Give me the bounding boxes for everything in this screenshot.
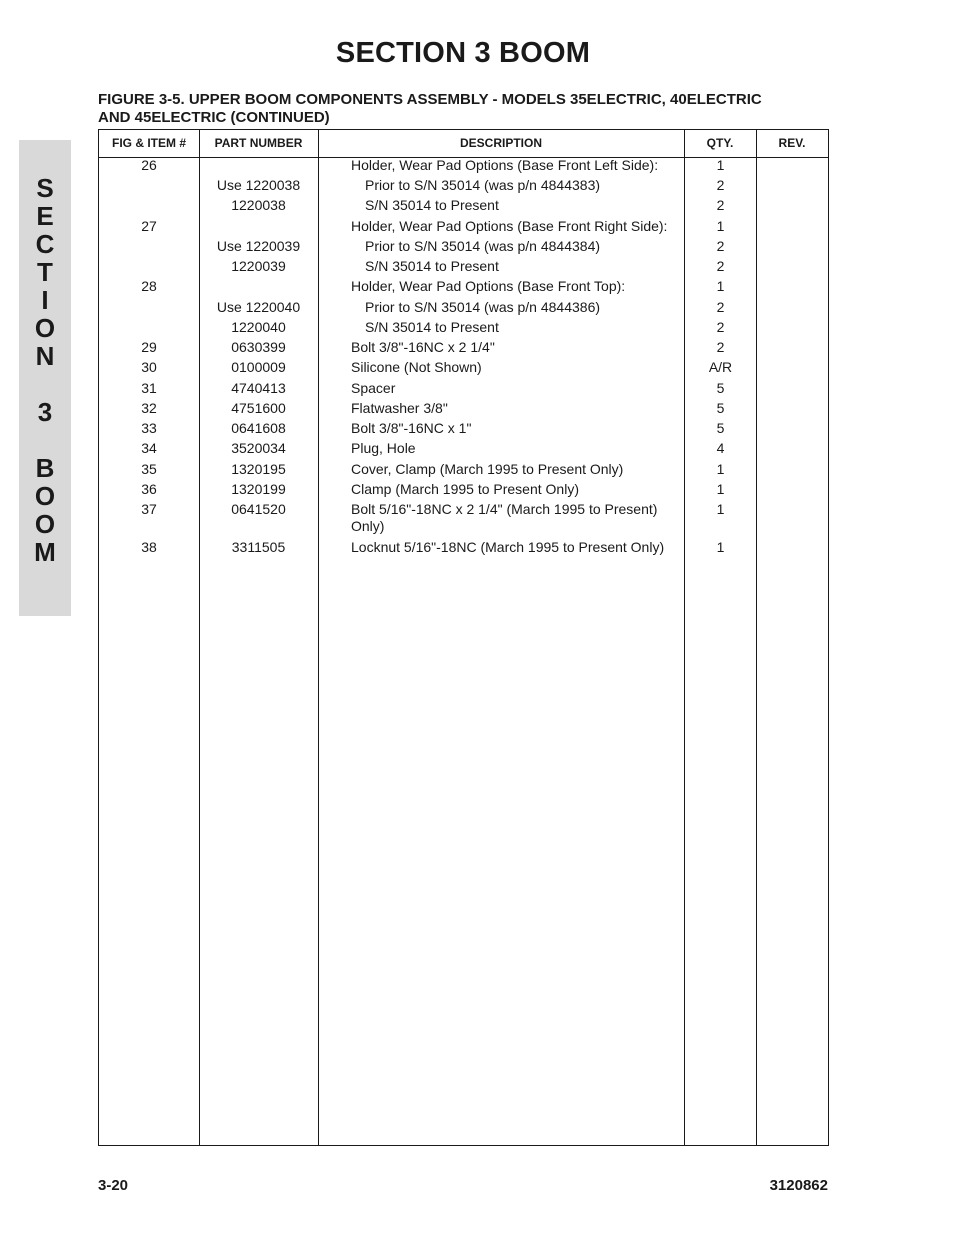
side-tab-letter: 3: [37, 397, 53, 427]
figure-title-line-1: FIGURE 3-5. UPPER BOOM COMPONENTS ASSEMBLY - MODELS 35ELECTRIC, 40ELECTRIC: [98, 91, 762, 108]
row-part-number: 1220038: [231, 197, 286, 213]
side-tab-gap: [19, 370, 71, 398]
header-qty: QTY.: [706, 136, 734, 150]
document-number: 3120862: [769, 1177, 828, 1194]
side-tab-letter: S: [36, 173, 54, 203]
side-tab-letter: N: [35, 341, 55, 371]
row-part-number: Use 1220039: [216, 238, 301, 254]
row-description: Cover, Clamp (March 1995 to Present Only): [351, 461, 624, 477]
row-description: S/N 35014 to Present: [365, 197, 499, 213]
row-item-number: 28: [141, 278, 157, 294]
row-quantity: 1: [716, 539, 725, 555]
row-item-number: 34: [141, 440, 157, 456]
row-quantity: 2: [716, 258, 725, 274]
row-quantity: 1: [716, 481, 725, 497]
side-tab-letter: O: [34, 509, 56, 539]
header-fig-item: FIG & ITEM #: [111, 136, 186, 150]
row-quantity: 1: [716, 278, 725, 294]
side-tab-letter: B: [35, 453, 55, 483]
row-description: Prior to S/N 35014 (was p/n 4844386): [365, 299, 601, 315]
side-tab-letter: T: [37, 257, 53, 287]
row-item-number: 26: [141, 157, 157, 173]
row-item-number: 36: [141, 481, 157, 497]
row-description: Bolt 3/8"-16NC x 1": [351, 420, 472, 436]
row-item-number: 32: [141, 400, 157, 416]
row-quantity: 2: [716, 339, 725, 355]
side-tab-letter: E: [36, 201, 54, 231]
header-description: DESCRIPTION: [459, 136, 542, 150]
column-divider: [318, 130, 319, 1145]
row-description: S/N 35014 to Present: [365, 258, 499, 274]
side-tab-letter: I: [41, 285, 49, 315]
row-description: Holder, Wear Pad Options (Base Front Top):: [351, 278, 626, 294]
row-quantity: 5: [716, 420, 725, 436]
row-part-number: 0100009: [231, 359, 286, 375]
row-quantity: A/R: [708, 359, 733, 375]
row-part-number: Use 1220040: [216, 299, 301, 315]
row-quantity: 1: [716, 461, 725, 477]
row-part-number: 3311505: [231, 539, 286, 555]
row-part-number: 0641608: [231, 420, 286, 436]
row-item-number: 29: [141, 339, 157, 355]
row-description: Holder, Wear Pad Options (Base Front Left Side):: [351, 157, 659, 173]
row-quantity: 4: [716, 440, 725, 456]
row-description: Silicone (Not Shown): [351, 359, 482, 375]
row-description: Spacer: [351, 380, 396, 396]
row-item-number: 30: [141, 359, 157, 375]
side-tab-letter: O: [34, 313, 56, 343]
section-title: SECTION 3 BOOM: [335, 37, 591, 69]
row-quantity: 2: [716, 197, 725, 213]
row-part-number: 0641520: [231, 501, 286, 517]
row-item-number: 38: [141, 539, 157, 555]
row-quantity: 5: [716, 380, 725, 396]
side-tab-letter: M: [34, 537, 56, 567]
row-description: Plug, Hole: [351, 440, 416, 456]
side-tab-letter: O: [34, 481, 56, 511]
row-quantity: 1: [716, 501, 725, 517]
row-description: S/N 35014 to Present: [365, 319, 499, 335]
row-quantity: 1: [716, 157, 725, 173]
side-tab-letter: C: [35, 229, 55, 259]
row-part-number: 1320199: [231, 481, 286, 497]
row-item-number: 35: [141, 461, 157, 477]
row-part-number: 1220040: [231, 319, 286, 335]
row-part-number: Use 1220038: [216, 177, 301, 193]
header-part-number: PART NUMBER: [214, 136, 303, 150]
row-quantity: 2: [716, 299, 725, 315]
side-tab-gap: [19, 426, 71, 454]
row-quantity: 5: [716, 400, 725, 416]
page-number: 3-20: [98, 1177, 129, 1194]
row-description: Locknut 5/16"-18NC (March 1995 to Present Only): [351, 539, 665, 555]
row-quantity: 1: [716, 218, 725, 234]
parts-table: [98, 129, 829, 1146]
row-description: Prior to S/N 35014 (was p/n 4844384): [365, 238, 601, 254]
row-description: Flatwasher 3/8": [351, 400, 448, 416]
row-quantity: 2: [716, 319, 725, 335]
table-header-row: [99, 130, 828, 158]
row-description: Bolt 3/8"-16NC x 2 1/4": [351, 339, 495, 355]
row-item-number: 33: [141, 420, 157, 436]
row-item-number: 37: [141, 501, 157, 517]
row-part-number: 1220039: [231, 258, 286, 274]
side-tab-letters: [19, 174, 71, 566]
header-rev: REV.: [778, 136, 806, 150]
row-description: Prior to S/N 35014 (was p/n 4844383): [365, 177, 601, 193]
row-item-number: 31: [141, 380, 157, 396]
section-side-tab: [19, 140, 71, 616]
row-part-number: 4751600: [231, 400, 286, 416]
row-item-number: 27: [141, 218, 157, 234]
row-quantity: 2: [716, 177, 725, 193]
column-divider: [756, 130, 757, 1145]
row-quantity: 2: [716, 238, 725, 254]
row-description: Holder, Wear Pad Options (Base Front Right Side):: [351, 218, 668, 234]
row-description: Bolt 5/16"-18NC x 2 1/4" (March 1995 to Present) Only): [351, 501, 658, 534]
row-part-number: 4740413: [231, 380, 286, 396]
figure-title-line-2: AND 45ELECTRIC (CONTINUED): [98, 109, 330, 126]
row-description: Clamp (March 1995 to Present Only): [351, 481, 579, 497]
figure-title: [98, 91, 838, 127]
column-divider: [199, 130, 200, 1145]
row-part-number: 3520034: [231, 440, 286, 456]
row-part-number: 0630399: [231, 339, 286, 355]
row-part-number: 1320195: [231, 461, 286, 477]
